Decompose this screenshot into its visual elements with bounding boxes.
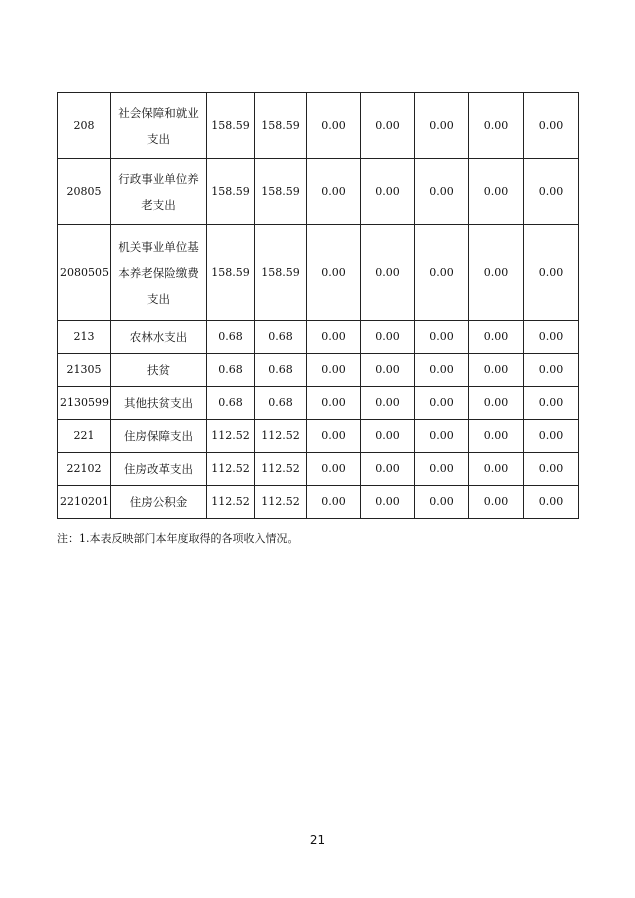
amount-cell: 0.00 xyxy=(361,321,415,354)
amount-cell: 0.00 xyxy=(307,453,361,486)
amount-cell: 0.00 xyxy=(307,387,361,420)
table-row xyxy=(58,159,579,225)
subject-name-line: 住房改革支出 xyxy=(124,462,193,476)
subject-name xyxy=(111,387,207,420)
amount-cell: 0.68 xyxy=(207,354,255,387)
amount-cell: 0.00 xyxy=(361,486,415,519)
amount-cell: 0.00 xyxy=(307,420,361,453)
amount-cell: 0.68 xyxy=(255,387,307,420)
subject-name-line: 其他扶贫支出 xyxy=(124,396,193,410)
table-row xyxy=(58,486,579,519)
amount-cell: 0.00 xyxy=(469,387,524,420)
table-row xyxy=(58,93,579,159)
amount-cell: 0.68 xyxy=(255,321,307,354)
amount-cell: 112.52 xyxy=(255,486,307,519)
amount-cell: 0.00 xyxy=(524,225,579,321)
amount-cell: 0.00 xyxy=(361,159,415,225)
amount-cell: 0.00 xyxy=(307,93,361,159)
amount-cell: 0.68 xyxy=(207,321,255,354)
amount-cell: 0.00 xyxy=(361,225,415,321)
subject-code: 2210201 xyxy=(58,486,111,519)
amount-cell: 0.00 xyxy=(415,486,469,519)
subject-name-line: 老支出 xyxy=(141,197,176,212)
subject-code: 2130599 xyxy=(58,387,111,420)
amount-cell: 0.00 xyxy=(415,387,469,420)
amount-cell: 0.00 xyxy=(307,159,361,225)
amount-cell: 0.00 xyxy=(469,321,524,354)
amount-cell: 0.00 xyxy=(361,93,415,159)
amount-cell: 0.00 xyxy=(361,354,415,387)
amount-cell: 0.00 xyxy=(524,453,579,486)
page-number: 21 xyxy=(309,833,326,847)
amount-cell: 0.00 xyxy=(415,93,469,159)
amount-cell: 0.00 xyxy=(307,354,361,387)
subject-name-line: 本养老保险缴费 xyxy=(118,265,199,280)
amount-cell: 0.00 xyxy=(307,225,361,321)
subject-name xyxy=(111,93,207,159)
subject-name xyxy=(111,321,207,354)
subject-name xyxy=(111,453,207,486)
subject-name xyxy=(111,225,207,321)
amount-cell: 0.68 xyxy=(207,387,255,420)
subject-name-line: 行政事业单位养 xyxy=(118,171,199,186)
amount-cell: 0.00 xyxy=(469,225,524,321)
amount-cell: 0.00 xyxy=(361,387,415,420)
amount-cell: 112.52 xyxy=(207,420,255,453)
amount-cell: 0.00 xyxy=(469,354,524,387)
subject-code: 20805 xyxy=(58,159,111,225)
amount-cell: 0.00 xyxy=(469,93,524,159)
amount-cell: 158.59 xyxy=(255,225,307,321)
amount-cell: 158.59 xyxy=(207,159,255,225)
subject-name-line: 支出 xyxy=(147,131,170,146)
amount-cell: 0.00 xyxy=(524,93,579,159)
amount-cell: 112.52 xyxy=(207,486,255,519)
amount-cell: 0.00 xyxy=(415,453,469,486)
table-row xyxy=(58,354,579,387)
subject-name-line: 住房公积金 xyxy=(129,495,188,509)
amount-cell: 0.00 xyxy=(524,387,579,420)
subject-name-line: 扶贫 xyxy=(147,363,170,377)
subject-code: 213 xyxy=(58,321,111,354)
subject-code: 221 xyxy=(58,420,111,453)
subject-name-line: 支出 xyxy=(147,291,170,306)
table-row xyxy=(58,453,579,486)
amount-cell: 0.00 xyxy=(524,321,579,354)
subject-code: 21305 xyxy=(58,354,111,387)
amount-cell: 0.00 xyxy=(469,486,524,519)
amount-cell: 0.00 xyxy=(307,321,361,354)
amount-cell: 0.00 xyxy=(307,486,361,519)
subject-name-line: 住房保障支出 xyxy=(124,429,193,443)
subject-name xyxy=(111,354,207,387)
table-row xyxy=(58,387,579,420)
amount-cell: 0.68 xyxy=(255,354,307,387)
subject-code: 22102 xyxy=(58,453,111,486)
subject-code: 208 xyxy=(58,93,111,159)
amount-cell: 0.00 xyxy=(469,453,524,486)
subject-name xyxy=(111,486,207,519)
subject-name xyxy=(111,159,207,225)
amount-cell: 0.00 xyxy=(524,354,579,387)
amount-cell: 112.52 xyxy=(255,453,307,486)
amount-cell: 0.00 xyxy=(524,420,579,453)
amount-cell: 0.00 xyxy=(361,453,415,486)
subject-name-line: 社会保障和就业 xyxy=(118,105,199,120)
amount-cell: 0.00 xyxy=(415,225,469,321)
amount-cell: 0.00 xyxy=(361,420,415,453)
amount-cell: 0.00 xyxy=(415,159,469,225)
amount-cell: 0.00 xyxy=(415,354,469,387)
amount-cell: 0.00 xyxy=(469,159,524,225)
amount-cell: 0.00 xyxy=(469,420,524,453)
amount-cell: 158.59 xyxy=(255,93,307,159)
amount-cell: 112.52 xyxy=(207,453,255,486)
income-table xyxy=(57,92,579,519)
amount-cell: 158.59 xyxy=(207,225,255,321)
subject-name xyxy=(111,420,207,453)
subject-name-line: 机关事业单位基 xyxy=(118,239,199,254)
table-row xyxy=(58,420,579,453)
amount-cell: 0.00 xyxy=(524,159,579,225)
table-note: 注：1.本表反映部门本年度取得的各项收入情况。 xyxy=(57,532,299,545)
amount-cell: 158.59 xyxy=(207,93,255,159)
amount-cell: 0.00 xyxy=(415,321,469,354)
amount-cell: 158.59 xyxy=(255,159,307,225)
table-row xyxy=(58,225,579,321)
amount-cell: 112.52 xyxy=(255,420,307,453)
subject-name-line: 农林水支出 xyxy=(129,330,188,344)
amount-cell: 0.00 xyxy=(415,420,469,453)
subject-code: 2080505 xyxy=(58,225,111,321)
table-row xyxy=(58,321,579,354)
amount-cell: 0.00 xyxy=(524,486,579,519)
